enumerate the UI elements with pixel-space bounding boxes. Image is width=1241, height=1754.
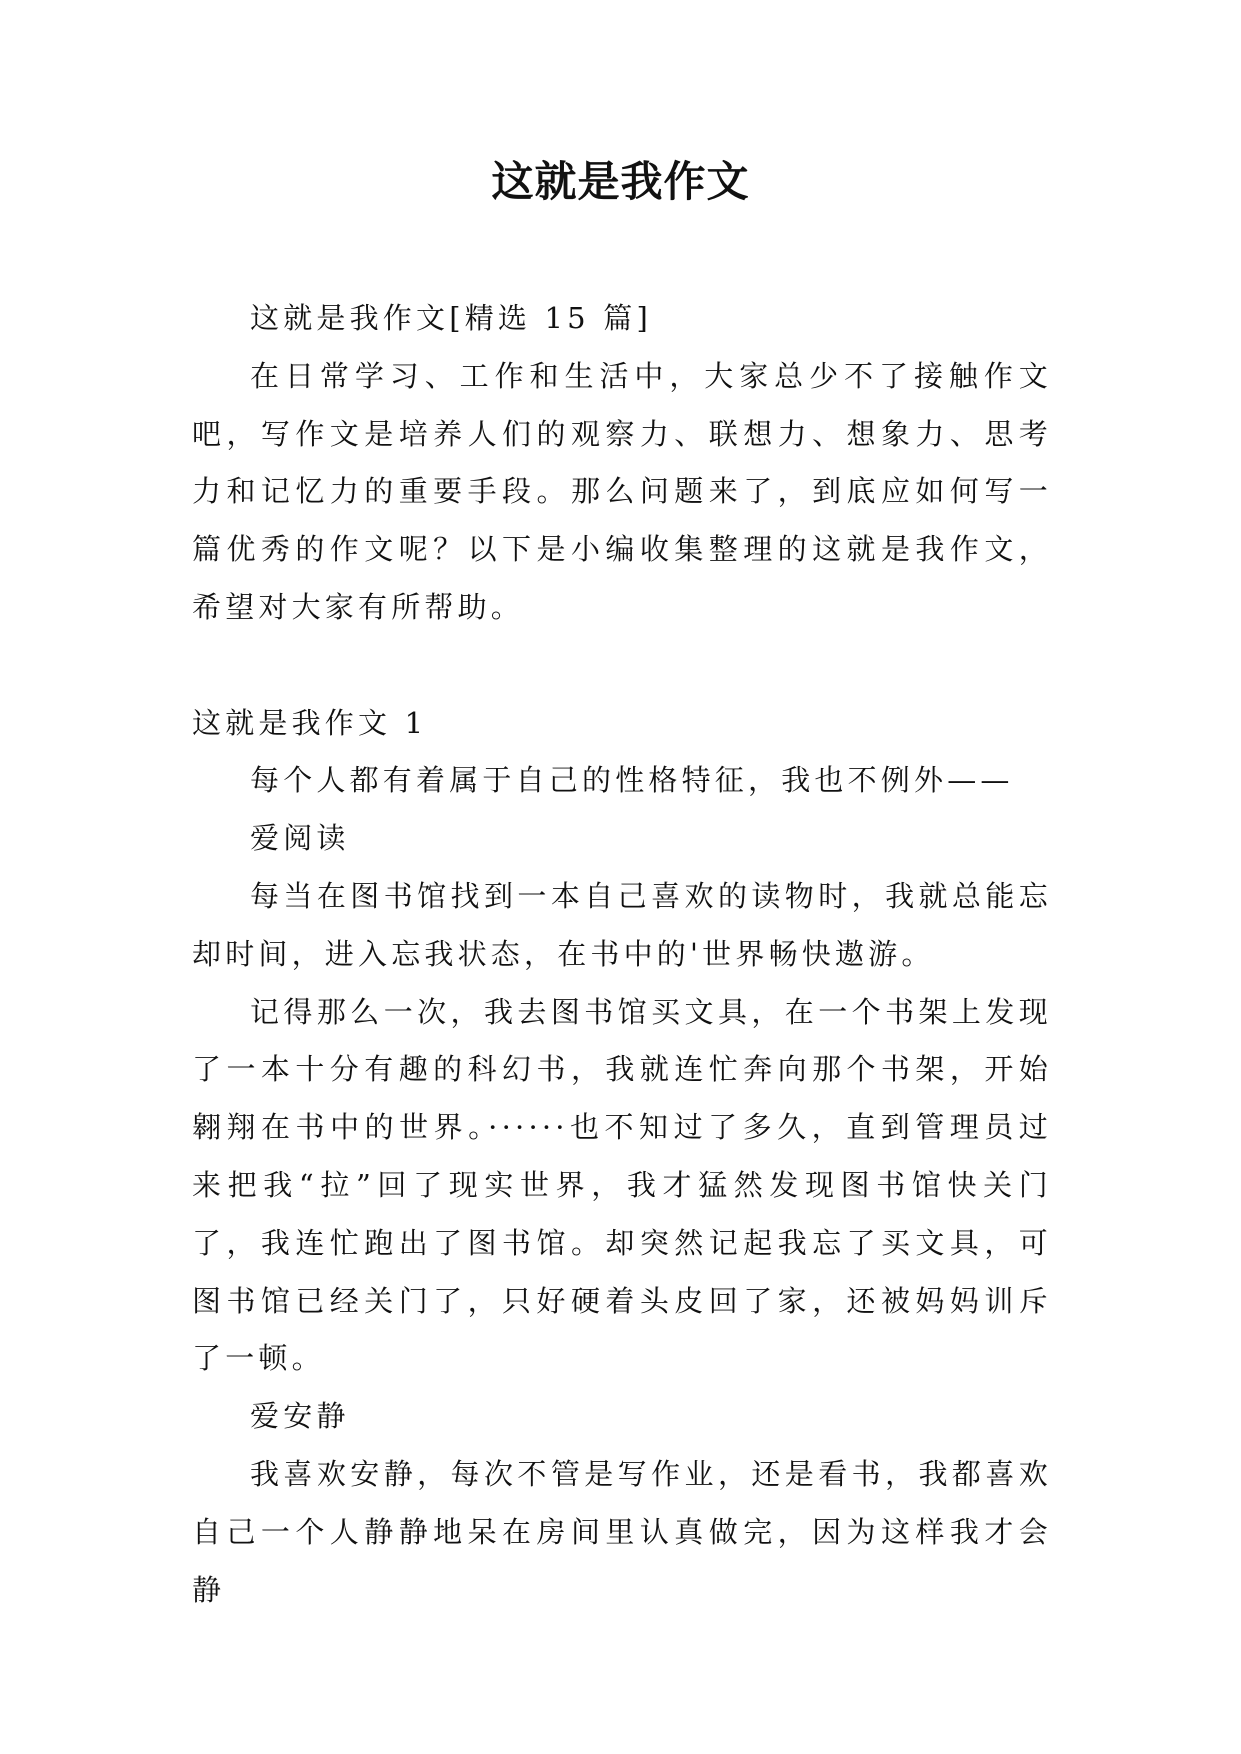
paragraph: 我喜欢安静，每次不管是写作业，还是看书，我都喜欢自己一个人静静地呆在房间里认真做完，因为这样我才会静: [192, 1456, 1052, 1607]
paragraph: 每个人都有着属于自己的性格特征，我也不例外——: [250, 763, 1014, 798]
paragraph: 记得那么一次，我去图书馆买文具，在一个书架上发现了一本十分有趣的科幻书，我就连忙奔向那个书架，开始翱翔在书中的世界。······也不知过了多久，直到管理员过来把我“拉”回了现实世界，我才猛然发现图书馆快关门了，我连忙跑出了图书馆。却突然记起我忘了买文具，可图书馆已经关门了，只好硬着头皮回了家，还被妈妈训斥了一顿。: [192, 994, 1052, 1376]
section-gap: [192, 637, 1052, 695]
paragraph: 爱阅读: [250, 821, 350, 856]
section-heading: 这就是我作文 1: [192, 705, 428, 740]
subtitle: 这就是我作文[精选 15 篇]: [250, 301, 652, 335]
document-body: [192, 290, 1052, 1619]
document-title: 这就是我作文: [491, 157, 750, 206]
intro-paragraph: 在日常学习、工作和生活中，大家总少不了接触作文吧，写作文是培养人们的观察力、联想力、想象力、思考力和记忆力的重要手段。那么问题来了，到底应如何写一篇优秀的作文呢？以下是小编收集整理的这就是我作文，希望对大家有所帮助。: [192, 358, 1052, 624]
paragraph: 每当在图书馆找到一本自己喜欢的读物时，我就总能忘却时间，进入忘我状态，在书中的'世界畅快遨游。: [192, 878, 1052, 971]
paragraph: 爱安静: [250, 1399, 350, 1434]
